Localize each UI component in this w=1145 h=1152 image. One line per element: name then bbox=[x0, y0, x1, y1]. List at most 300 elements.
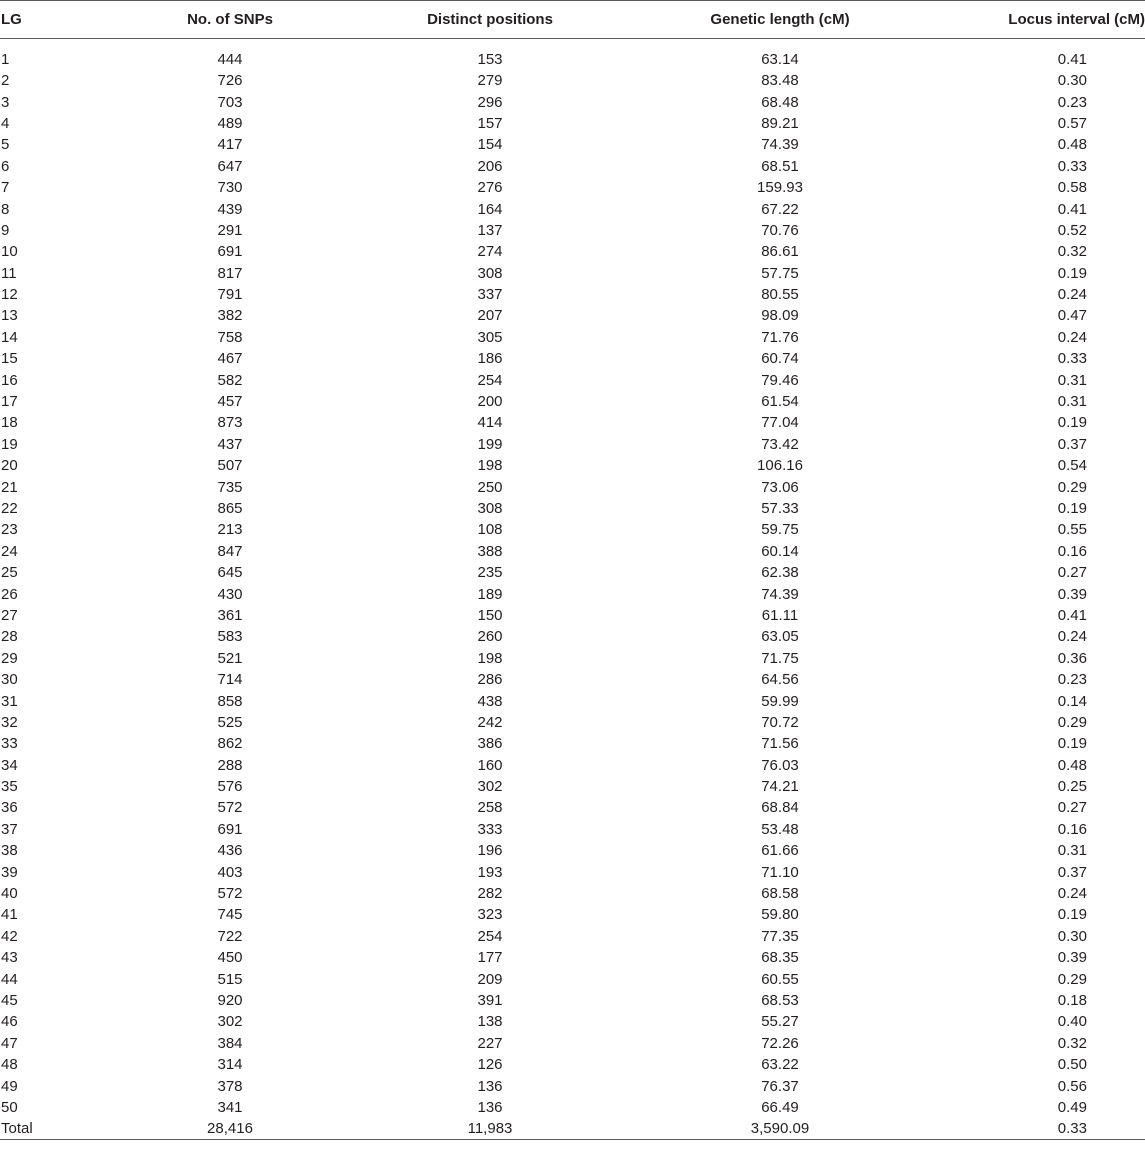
cell-genetic-length: 74.39 bbox=[761, 136, 799, 154]
cell-lg: 14 bbox=[1, 328, 18, 346]
cell-distinct-positions: 227 bbox=[477, 1034, 503, 1052]
cell-locus-interval: 0.16 bbox=[1057, 542, 1087, 560]
cell-genetic-length: 67.22 bbox=[761, 200, 799, 218]
total-cell-genetic-length: 3,590.09 bbox=[630, 1118, 930, 1140]
cell-genetic-length: 59.75 bbox=[761, 521, 799, 539]
table-row bbox=[0, 113, 1145, 134]
cell-genetic-length: 53.48 bbox=[761, 820, 799, 838]
cell-lg: 13 bbox=[1, 307, 18, 325]
table-row bbox=[0, 755, 1145, 776]
table-row bbox=[0, 498, 1145, 519]
cell-distinct-positions: 136 bbox=[477, 1098, 503, 1116]
cell-locus-interval: 0.30 bbox=[1057, 72, 1087, 90]
cell-genetic-length: 61.11 bbox=[761, 606, 799, 624]
cell-lg: 42 bbox=[1, 927, 18, 945]
cell-locus-interval: 0.54 bbox=[1057, 457, 1087, 475]
table-row bbox=[0, 797, 1145, 818]
cell-locus-interval: 0.37 bbox=[1057, 863, 1087, 881]
cell-no-of-snps: 430 bbox=[217, 585, 243, 603]
cell-lg: 3 bbox=[1, 93, 10, 111]
header-locus-interval: Locus interval (cM) bbox=[930, 1, 1145, 39]
cell-locus-interval: 0.27 bbox=[1057, 799, 1087, 817]
cell-distinct-positions: 186 bbox=[477, 350, 503, 368]
cell-lg: 46 bbox=[1, 1013, 18, 1031]
cell-lg: 34 bbox=[1, 756, 18, 774]
cell-lg: 47 bbox=[1, 1034, 18, 1052]
cell-distinct-positions: 154 bbox=[477, 136, 503, 154]
cell-no-of-snps: 647 bbox=[217, 157, 243, 175]
cell-lg: 23 bbox=[1, 521, 18, 539]
header-distinct-positions: Distinct positions bbox=[350, 1, 630, 39]
table-row bbox=[0, 947, 1145, 968]
table-row bbox=[0, 1054, 1145, 1075]
cell-locus-interval: 0.49 bbox=[1057, 1098, 1087, 1116]
total-cell-no-of-snps: 28,416 bbox=[110, 1118, 350, 1140]
cell-lg: 43 bbox=[1, 949, 18, 967]
cell-no-of-snps: 703 bbox=[217, 93, 243, 111]
cell-distinct-positions: 258 bbox=[477, 799, 503, 817]
cell-lg: 20 bbox=[1, 457, 18, 475]
cell-distinct-positions: 200 bbox=[477, 393, 503, 411]
cell-genetic-length: 89.21 bbox=[761, 114, 799, 132]
table-row bbox=[0, 1097, 1145, 1118]
cell-distinct-positions: 160 bbox=[477, 756, 503, 774]
table-row bbox=[0, 519, 1145, 540]
cell-genetic-length: 68.48 bbox=[761, 93, 799, 111]
cell-locus-interval: 0.41 bbox=[1057, 200, 1087, 218]
cell-no-of-snps: 847 bbox=[217, 542, 243, 560]
cell-no-of-snps: 817 bbox=[217, 264, 243, 282]
cell-locus-interval: 0.33 bbox=[1057, 350, 1087, 368]
table-row bbox=[0, 391, 1145, 412]
cell-distinct-positions: 286 bbox=[477, 671, 503, 689]
table-row bbox=[0, 241, 1145, 262]
cell-no-of-snps: 582 bbox=[217, 371, 243, 389]
cell-lg: 15 bbox=[1, 350, 18, 368]
cell-locus-interval: 0.18 bbox=[1057, 991, 1087, 1009]
table-row bbox=[0, 541, 1145, 562]
cell-distinct-positions: 198 bbox=[477, 649, 503, 667]
cell-distinct-positions: 138 bbox=[477, 1013, 503, 1031]
table-row bbox=[0, 690, 1145, 711]
cell-lg: 40 bbox=[1, 885, 18, 903]
table-row bbox=[0, 776, 1145, 797]
cell-lg: 28 bbox=[1, 628, 18, 646]
cell-genetic-length: 70.72 bbox=[761, 713, 799, 731]
table-row bbox=[0, 968, 1145, 989]
cell-distinct-positions: 136 bbox=[477, 1077, 503, 1095]
cell-lg: 9 bbox=[1, 221, 10, 239]
cell-no-of-snps: 341 bbox=[217, 1098, 243, 1116]
cell-distinct-positions: 206 bbox=[477, 157, 503, 175]
cell-distinct-positions: 323 bbox=[477, 906, 503, 924]
cell-no-of-snps: 521 bbox=[217, 649, 243, 667]
table-row bbox=[0, 1011, 1145, 1032]
cell-no-of-snps: 714 bbox=[217, 671, 243, 689]
cell-lg: 44 bbox=[1, 970, 18, 988]
cell-genetic-length: 60.14 bbox=[761, 542, 799, 560]
cell-lg: 36 bbox=[1, 799, 18, 817]
cell-genetic-length: 59.99 bbox=[761, 692, 799, 710]
table-row bbox=[0, 476, 1145, 497]
cell-lg: 7 bbox=[1, 179, 10, 197]
cell-distinct-positions: 254 bbox=[477, 927, 503, 945]
cell-lg: 1 bbox=[1, 51, 10, 68]
cell-locus-interval: 0.32 bbox=[1057, 1034, 1087, 1052]
cell-lg: 22 bbox=[1, 500, 18, 517]
cell-locus-interval: 0.33 bbox=[1057, 157, 1087, 175]
cell-locus-interval: 0.23 bbox=[1057, 671, 1087, 689]
cell-locus-interval: 0.24 bbox=[1057, 328, 1087, 346]
cell-genetic-length: 57.33 bbox=[761, 500, 799, 517]
table-row bbox=[0, 198, 1145, 219]
cell-lg: 11 bbox=[1, 264, 17, 282]
cell-no-of-snps: 515 bbox=[217, 970, 243, 988]
cell-genetic-length: 77.04 bbox=[761, 414, 799, 432]
cell-distinct-positions: 438 bbox=[477, 692, 503, 710]
cell-distinct-positions: 260 bbox=[477, 628, 503, 646]
cell-distinct-positions: 177 bbox=[477, 949, 503, 967]
cell-genetic-length: 76.03 bbox=[761, 756, 799, 774]
cell-no-of-snps: 314 bbox=[217, 1056, 243, 1074]
cell-genetic-length: 68.58 bbox=[761, 885, 799, 903]
table-row bbox=[0, 412, 1145, 433]
cell-no-of-snps: 865 bbox=[217, 500, 243, 517]
cell-distinct-positions: 274 bbox=[477, 243, 503, 261]
table-row bbox=[0, 562, 1145, 583]
cell-locus-interval: 0.47 bbox=[1057, 307, 1087, 325]
cell-locus-interval: 0.37 bbox=[1057, 435, 1087, 453]
cell-no-of-snps: 378 bbox=[217, 1077, 243, 1095]
table-row bbox=[0, 669, 1145, 690]
cell-no-of-snps: 291 bbox=[217, 221, 243, 239]
table-row bbox=[0, 819, 1145, 840]
cell-locus-interval: 0.19 bbox=[1057, 500, 1087, 517]
cell-no-of-snps: 450 bbox=[217, 949, 243, 967]
cell-lg: 39 bbox=[1, 863, 18, 881]
cell-no-of-snps: 436 bbox=[217, 842, 243, 860]
cell-no-of-snps: 873 bbox=[217, 414, 243, 432]
cell-genetic-length: 64.56 bbox=[761, 671, 799, 689]
cell-locus-interval: 0.41 bbox=[1057, 606, 1087, 624]
cell-genetic-length: 68.53 bbox=[761, 991, 799, 1009]
cell-no-of-snps: 417 bbox=[217, 136, 243, 154]
cell-genetic-length: 68.35 bbox=[761, 949, 799, 967]
cell-lg: 38 bbox=[1, 842, 18, 860]
cell-no-of-snps: 791 bbox=[217, 286, 243, 304]
table-row bbox=[0, 134, 1145, 155]
cell-distinct-positions: 164 bbox=[477, 200, 503, 218]
cell-no-of-snps: 691 bbox=[217, 243, 243, 261]
cell-lg: 49 bbox=[1, 1077, 18, 1095]
cell-genetic-length: 76.37 bbox=[761, 1077, 799, 1095]
cell-no-of-snps: 444 bbox=[217, 51, 243, 68]
cell-lg: 25 bbox=[1, 564, 18, 582]
table-row bbox=[0, 861, 1145, 882]
cell-no-of-snps: 457 bbox=[217, 393, 243, 411]
cell-no-of-snps: 507 bbox=[217, 457, 243, 475]
cell-no-of-snps: 691 bbox=[217, 820, 243, 838]
cell-genetic-length: 72.26 bbox=[761, 1034, 799, 1052]
table-row bbox=[0, 583, 1145, 604]
table-row bbox=[0, 369, 1145, 390]
cell-no-of-snps: 437 bbox=[217, 435, 243, 453]
cell-lg: 24 bbox=[1, 542, 18, 560]
table-row bbox=[0, 91, 1145, 112]
cell-locus-interval: 0.57 bbox=[1057, 114, 1087, 132]
table-header bbox=[0, 1, 1145, 39]
cell-genetic-length: 70.76 bbox=[761, 221, 799, 239]
total-cell-locus-interval: 0.33 bbox=[930, 1118, 1145, 1140]
cell-distinct-positions: 150 bbox=[477, 606, 503, 624]
cell-no-of-snps: 576 bbox=[217, 778, 243, 796]
cell-lg: 37 bbox=[1, 820, 18, 838]
cell-genetic-length: 61.54 bbox=[761, 393, 799, 411]
cell-genetic-length: 86.61 bbox=[761, 243, 799, 261]
cell-genetic-length: 80.55 bbox=[761, 286, 799, 304]
cell-distinct-positions: 279 bbox=[477, 72, 503, 90]
cell-genetic-length: 68.51 bbox=[761, 157, 799, 175]
table-row bbox=[0, 177, 1145, 198]
cell-lg: 4 bbox=[1, 114, 10, 132]
cell-distinct-positions: 157 bbox=[477, 114, 503, 132]
total-row bbox=[0, 1118, 1145, 1140]
cell-no-of-snps: 489 bbox=[217, 114, 243, 132]
cell-lg: 26 bbox=[1, 585, 18, 603]
cell-locus-interval: 0.32 bbox=[1057, 243, 1087, 261]
cell-locus-interval: 0.14 bbox=[1057, 692, 1087, 710]
cell-lg: 48 bbox=[1, 1056, 18, 1074]
table-body bbox=[0, 39, 1145, 1140]
cell-no-of-snps: 213 bbox=[217, 521, 243, 539]
cell-genetic-length: 71.10 bbox=[761, 863, 799, 881]
cell-no-of-snps: 722 bbox=[217, 927, 243, 945]
table-row bbox=[0, 455, 1145, 476]
table-row bbox=[0, 39, 1145, 71]
cell-genetic-length: 63.05 bbox=[761, 628, 799, 646]
cell-no-of-snps: 382 bbox=[217, 307, 243, 325]
cell-lg: 6 bbox=[1, 157, 10, 175]
cell-no-of-snps: 288 bbox=[217, 756, 243, 774]
table-row bbox=[0, 605, 1145, 626]
cell-locus-interval: 0.19 bbox=[1057, 906, 1087, 924]
cell-no-of-snps: 745 bbox=[217, 906, 243, 924]
cell-lg: 30 bbox=[1, 671, 18, 689]
cell-distinct-positions: 137 bbox=[477, 221, 503, 239]
header-genetic-length: Genetic length (cM) bbox=[630, 1, 930, 39]
cell-locus-interval: 0.27 bbox=[1057, 564, 1087, 582]
cell-lg: 8 bbox=[1, 200, 10, 218]
cell-lg: 5 bbox=[1, 136, 10, 154]
cell-locus-interval: 0.19 bbox=[1057, 264, 1087, 282]
cell-lg: 27 bbox=[1, 606, 18, 624]
cell-distinct-positions: 108 bbox=[477, 521, 503, 539]
cell-locus-interval: 0.24 bbox=[1057, 885, 1087, 903]
header-lg: LG bbox=[0, 1, 110, 39]
cell-lg: 50 bbox=[1, 1098, 18, 1116]
cell-locus-interval: 0.39 bbox=[1057, 585, 1087, 603]
cell-locus-interval: 0.29 bbox=[1057, 713, 1087, 731]
cell-no-of-snps: 572 bbox=[217, 885, 243, 903]
cell-locus-interval: 0.50 bbox=[1057, 1056, 1087, 1074]
cell-locus-interval: 0.52 bbox=[1057, 221, 1087, 239]
total-cell-lg: Total bbox=[0, 1118, 110, 1140]
cell-genetic-length: 63.22 bbox=[761, 1056, 799, 1074]
table-row bbox=[0, 648, 1145, 669]
cell-distinct-positions: 391 bbox=[477, 991, 503, 1009]
cell-genetic-length: 59.80 bbox=[761, 906, 799, 924]
cell-lg: 21 bbox=[1, 478, 18, 496]
table-row bbox=[0, 840, 1145, 861]
cell-genetic-length: 73.06 bbox=[761, 478, 799, 496]
cell-no-of-snps: 726 bbox=[217, 72, 243, 90]
total-cell-distinct-positions: 11,983 bbox=[350, 1118, 630, 1140]
cell-no-of-snps: 467 bbox=[217, 350, 243, 368]
cell-no-of-snps: 920 bbox=[217, 991, 243, 1009]
table-row bbox=[0, 733, 1145, 754]
cell-no-of-snps: 758 bbox=[217, 328, 243, 346]
cell-no-of-snps: 361 bbox=[217, 606, 243, 624]
cell-no-of-snps: 862 bbox=[217, 735, 243, 753]
cell-genetic-length: 77.35 bbox=[761, 927, 799, 945]
cell-no-of-snps: 439 bbox=[217, 200, 243, 218]
cell-distinct-positions: 199 bbox=[477, 435, 503, 453]
cell-lg: 12 bbox=[1, 286, 18, 304]
cell-distinct-positions: 282 bbox=[477, 885, 503, 903]
cell-locus-interval: 0.23 bbox=[1057, 93, 1087, 111]
cell-locus-interval: 0.16 bbox=[1057, 820, 1087, 838]
table-row bbox=[0, 883, 1145, 904]
cell-locus-interval: 0.31 bbox=[1057, 393, 1087, 411]
cell-locus-interval: 0.29 bbox=[1057, 970, 1087, 988]
cell-lg: 19 bbox=[1, 435, 18, 453]
cell-genetic-length: 83.48 bbox=[761, 72, 799, 90]
cell-locus-interval: 0.39 bbox=[1057, 949, 1087, 967]
table-row bbox=[0, 990, 1145, 1011]
cell-lg: 17 bbox=[1, 393, 18, 411]
table-row bbox=[0, 926, 1145, 947]
cell-genetic-length: 71.76 bbox=[761, 328, 799, 346]
cell-no-of-snps: 583 bbox=[217, 628, 243, 646]
table-row bbox=[0, 305, 1145, 326]
cell-distinct-positions: 386 bbox=[477, 735, 503, 753]
cell-distinct-positions: 308 bbox=[477, 264, 503, 282]
cell-genetic-length: 61.66 bbox=[761, 842, 799, 860]
cell-genetic-length: 66.49 bbox=[761, 1098, 799, 1116]
cell-distinct-positions: 276 bbox=[477, 179, 503, 197]
cell-genetic-length: 68.84 bbox=[761, 799, 799, 817]
cell-no-of-snps: 645 bbox=[217, 564, 243, 582]
cell-locus-interval: 0.24 bbox=[1057, 286, 1087, 304]
cell-lg: 33 bbox=[1, 735, 18, 753]
cell-no-of-snps: 403 bbox=[217, 863, 243, 881]
cell-no-of-snps: 302 bbox=[217, 1013, 243, 1031]
table-row bbox=[0, 904, 1145, 925]
table-row bbox=[0, 434, 1145, 455]
cell-lg: 41 bbox=[1, 906, 18, 924]
cell-genetic-length: 63.14 bbox=[761, 51, 799, 68]
table-row bbox=[0, 1075, 1145, 1096]
cell-no-of-snps: 858 bbox=[217, 692, 243, 710]
cell-locus-interval: 0.58 bbox=[1057, 179, 1087, 197]
cell-no-of-snps: 525 bbox=[217, 713, 243, 731]
cell-locus-interval: 0.25 bbox=[1057, 778, 1087, 796]
cell-locus-interval: 0.31 bbox=[1057, 842, 1087, 860]
cell-lg: 16 bbox=[1, 371, 18, 389]
table-row bbox=[0, 284, 1145, 305]
cell-locus-interval: 0.55 bbox=[1057, 521, 1087, 539]
cell-distinct-positions: 198 bbox=[477, 457, 503, 475]
cell-distinct-positions: 388 bbox=[477, 542, 503, 560]
cell-locus-interval: 0.48 bbox=[1057, 756, 1087, 774]
cell-locus-interval: 0.40 bbox=[1057, 1013, 1087, 1031]
cell-locus-interval: 0.48 bbox=[1057, 136, 1087, 154]
cell-distinct-positions: 250 bbox=[477, 478, 503, 496]
cell-lg: 18 bbox=[1, 414, 18, 432]
cell-distinct-positions: 126 bbox=[477, 1056, 503, 1074]
cell-locus-interval: 0.19 bbox=[1057, 735, 1087, 753]
table-row bbox=[0, 327, 1145, 348]
cell-distinct-positions: 209 bbox=[477, 970, 503, 988]
cell-locus-interval: 0.31 bbox=[1057, 371, 1087, 389]
cell-no-of-snps: 730 bbox=[217, 179, 243, 197]
cell-distinct-positions: 193 bbox=[477, 863, 503, 881]
cell-distinct-positions: 235 bbox=[477, 564, 503, 582]
cell-distinct-positions: 305 bbox=[477, 328, 503, 346]
table-row bbox=[0, 626, 1145, 647]
cell-lg: 45 bbox=[1, 991, 18, 1009]
cell-lg: 10 bbox=[1, 243, 18, 261]
cell-distinct-positions: 254 bbox=[477, 371, 503, 389]
cell-distinct-positions: 189 bbox=[477, 585, 503, 603]
cell-distinct-positions: 242 bbox=[477, 713, 503, 731]
cell-locus-interval: 0.41 bbox=[1057, 51, 1087, 68]
cell-lg: 2 bbox=[1, 72, 10, 90]
cell-genetic-length: 57.75 bbox=[761, 264, 799, 282]
table-row bbox=[0, 1033, 1145, 1054]
cell-genetic-length: 74.21 bbox=[761, 778, 799, 796]
header-no-of-snps: No. of SNPs bbox=[110, 1, 350, 39]
cell-genetic-length: 71.56 bbox=[761, 735, 799, 753]
header-row bbox=[0, 1, 1145, 39]
cell-no-of-snps: 572 bbox=[217, 799, 243, 817]
cell-lg: 31 bbox=[1, 692, 18, 710]
cell-lg: 29 bbox=[1, 649, 18, 667]
cell-genetic-length: 62.38 bbox=[761, 564, 799, 582]
cell-distinct-positions: 196 bbox=[477, 842, 503, 860]
cell-locus-interval: 0.19 bbox=[1057, 414, 1087, 432]
table-row bbox=[0, 712, 1145, 733]
cell-no-of-snps: 384 bbox=[217, 1034, 243, 1052]
cell-genetic-length: 74.39 bbox=[761, 585, 799, 603]
cell-genetic-length: 159.93 bbox=[757, 179, 803, 197]
table-row bbox=[0, 263, 1145, 284]
cell-distinct-positions: 296 bbox=[477, 93, 503, 111]
cell-locus-interval: 0.36 bbox=[1057, 649, 1087, 667]
cell-distinct-positions: 414 bbox=[477, 414, 503, 432]
cell-lg: 35 bbox=[1, 778, 18, 796]
cell-locus-interval: 0.56 bbox=[1057, 1077, 1087, 1095]
cell-distinct-positions: 302 bbox=[477, 778, 503, 796]
cell-genetic-length: 73.42 bbox=[761, 435, 799, 453]
table-row bbox=[0, 70, 1145, 91]
table-row bbox=[0, 220, 1145, 241]
cell-distinct-positions: 153 bbox=[477, 51, 503, 68]
cell-distinct-positions: 308 bbox=[477, 500, 503, 517]
cell-no-of-snps: 735 bbox=[217, 478, 243, 496]
cell-genetic-length: 106.16 bbox=[757, 457, 803, 475]
cell-distinct-positions: 207 bbox=[477, 307, 503, 325]
